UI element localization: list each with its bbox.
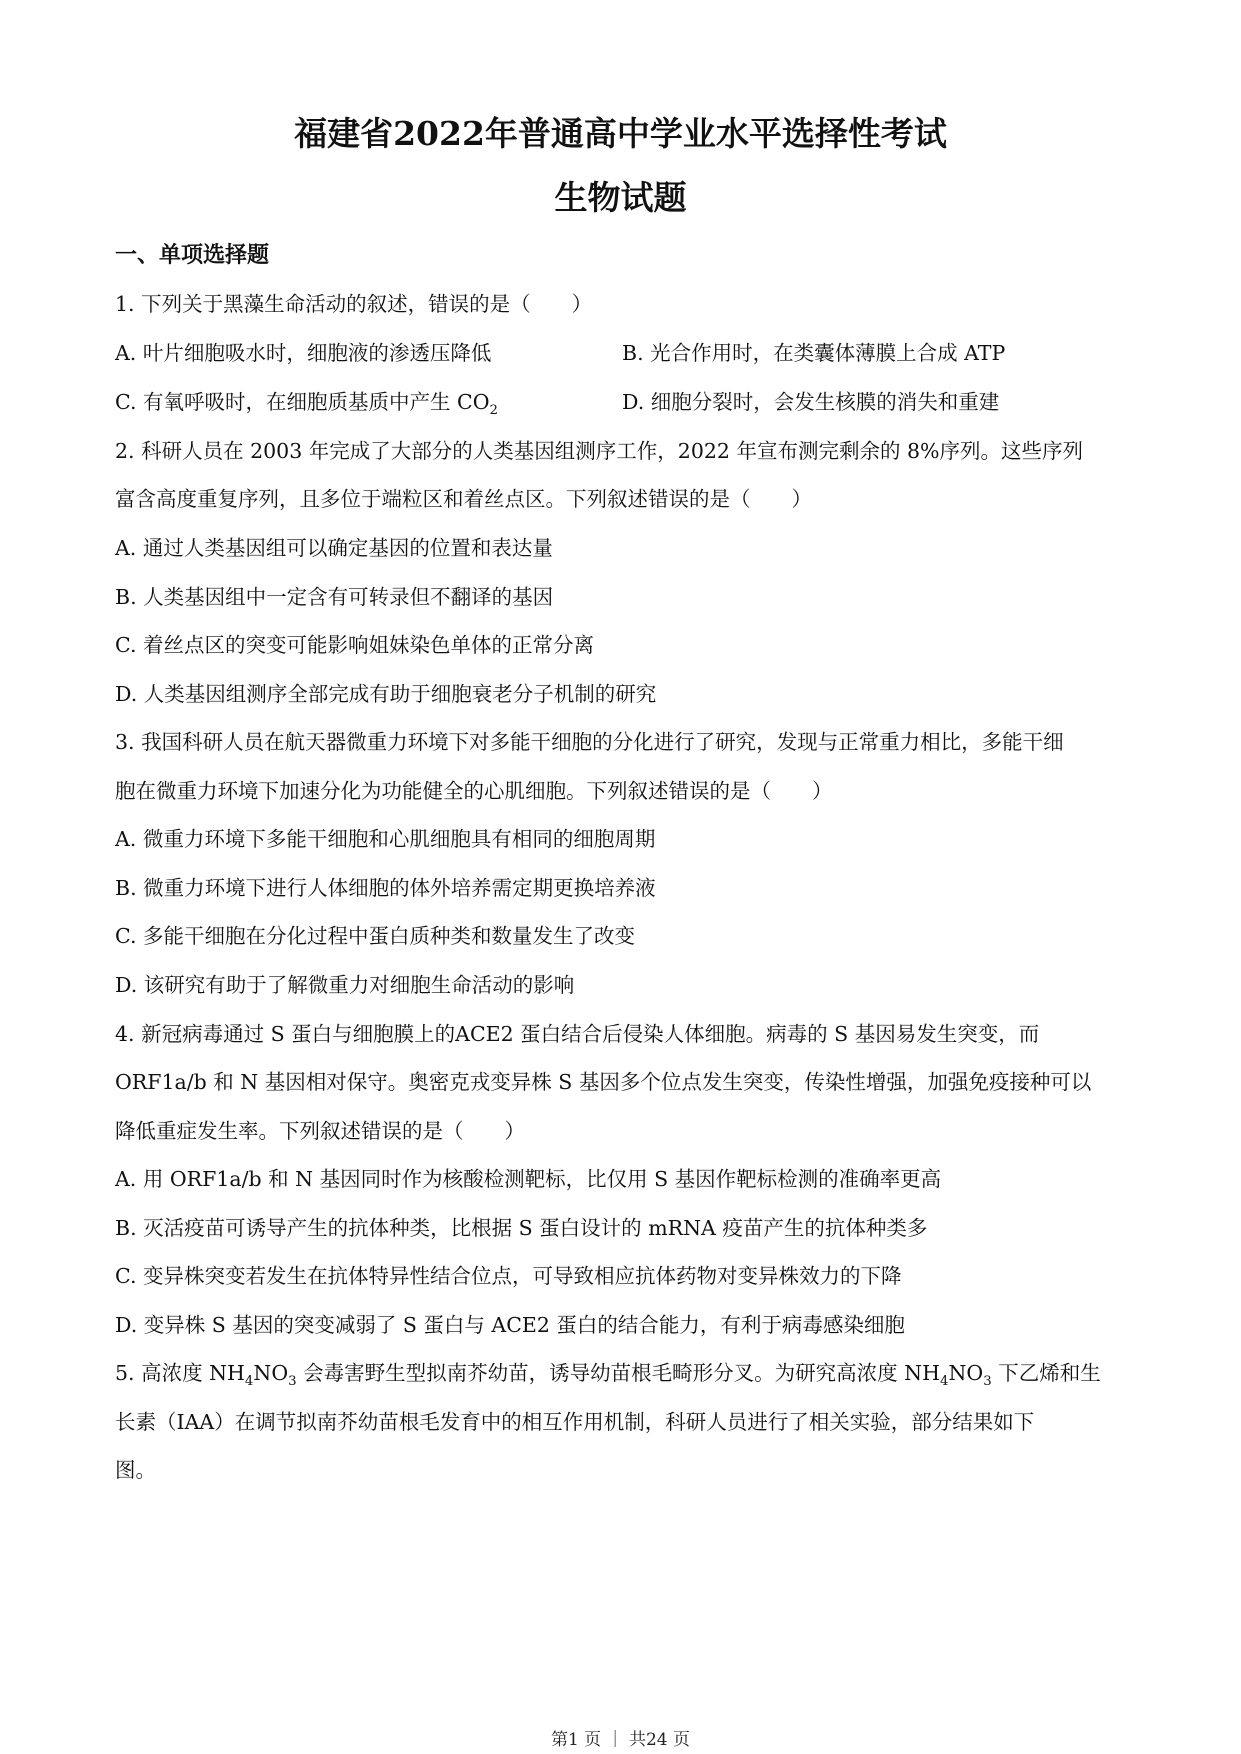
section-heading: 一、单项选择题	[115, 243, 270, 268]
q4-option-d: D. 变异株 S 基因的突变减弱了 S 蛋白与 ACE2 蛋白的结合能力，有利于病毒感染细胞	[115, 1313, 905, 1337]
page-subtitle: 生物试题	[554, 178, 687, 217]
q3-option-a: A. 微重力环境下多能干细胞和心肌细胞具有相同的细胞周期	[115, 827, 656, 851]
q2-option-a: A. 通过人类基因组可以确定基因的位置和表达量	[115, 536, 553, 560]
q1-option-c	[115, 385, 498, 418]
q3-stem-line1: 3. 我国科研人员在航天器微重力环境下对多能干细胞的分化进行了研究，发现与正常重力相比，多能干细	[115, 730, 1064, 754]
q2-option-d: D. 人类基因组测序全部完成有助于细胞衰老分子机制的研究	[115, 682, 657, 706]
q3-option-d: D. 该研究有助于了解微重力对细胞生命活动的影响	[115, 973, 575, 997]
q1-option-d: D. 细胞分裂时，会发生核膜的消失和重建	[622, 390, 1000, 414]
q5-sub-1: 4	[244, 1374, 254, 1390]
q5-stem-line2: 长素（IAA）在调节拟南芥幼苗根毛发育中的相互作用机制，科研人员进行了相关实验，部分结果如下	[115, 1410, 1035, 1434]
q2-option-c: C. 着丝点区的突变可能影响姐妹染色单体的正常分离	[115, 633, 594, 657]
q2-stem-line1: 2. 科研人员在 2003 年完成了大部分的人类基因组测序工作，2022 年宣布测完剩余的 8%序列。这些序列	[115, 439, 1084, 463]
q4-option-b: B. 灭活疫苗可诱导产生的抗体种类，比根据 S 蛋白设计的 mRNA 疫苗产生的抗体种类多	[115, 1216, 928, 1240]
q5-stem-line3: 图。	[115, 1458, 156, 1482]
q4-option-a: A. 用 ORF1a/b 和 N 基因同时作为核酸检测靶标，比仅用 S 基因作靶标检测的准确率更高	[115, 1167, 942, 1191]
q1-option-c-subscript: 2	[489, 403, 498, 419]
q5-text-2: NO	[253, 1361, 289, 1385]
q2-stem-line2: 富含高度重复序列，且多位于端粒区和着丝点区。下列叙述错误的是（ ）	[115, 487, 812, 511]
q4-stem-line2: ORF1a/b 和 N 基因相对保守。奥密克戎变异株 S 基因多个位点发生突变，传染性增强，加强免疫接种可以	[115, 1070, 1092, 1094]
q5-text-3: 会毒害野生型拟南芥幼苗，诱导幼苗根毛畸形分叉。为研究高浓度 NH	[296, 1361, 940, 1385]
q5-text-4: NO	[948, 1361, 984, 1385]
q4-option-c: C. 变异株突变若发生在抗体特异性结合位点，可导致相应抗体药物对变异株效力的下降	[115, 1264, 902, 1288]
q5-text-5: 下乙烯和生	[991, 1361, 1101, 1385]
q3-option-c: C. 多能干细胞在分化过程中蛋白质种类和数量发生了改变	[115, 924, 635, 948]
q4-stem-line3: 降低重症发生率。下列叙述错误的是（ ）	[115, 1119, 525, 1143]
page-footer: 第1 页 ｜ 共24 页	[550, 1730, 691, 1750]
q1-option-a: A. 叶片细胞吸水时，细胞液的渗透压降低	[115, 341, 492, 365]
q5-text-1: 5. 高浓度 NH	[115, 1361, 245, 1385]
q4-stem-line1: 4. 新冠病毒通过 S 蛋白与细胞膜上的ACE2 蛋白结合后侵染人体细胞。病毒的 S 基因易发生突变，而	[115, 1022, 1040, 1046]
q5-sub-4: 3	[983, 1374, 992, 1390]
q2-option-b: B. 人类基因组中一定含有可转录但不翻译的基因	[115, 585, 554, 609]
q5-sub-3: 4	[940, 1374, 949, 1390]
q3-option-b: B. 微重力环境下进行人体细胞的体外培养需定期更换培养液	[115, 876, 656, 900]
q5-stem-line1	[115, 1356, 1101, 1389]
q5-sub-2: 3	[288, 1374, 297, 1390]
q1-option-b: B. 光合作用时，在类囊体薄膜上合成 ATP	[622, 341, 1006, 365]
page-title: 福建省2022年普通高中学业水平选择性考试	[294, 114, 947, 153]
q3-stem-line2: 胞在微重力环境下加速分化为功能健全的心肌细胞。下列叙述错误的是（ ）	[115, 779, 833, 803]
q1-stem: 1. 下列关于黑藻生命活动的叙述，错误的是（ ）	[115, 292, 593, 316]
q1-option-c-text: C. 有氧呼吸时，在细胞质基质中产生 CO	[115, 390, 490, 414]
